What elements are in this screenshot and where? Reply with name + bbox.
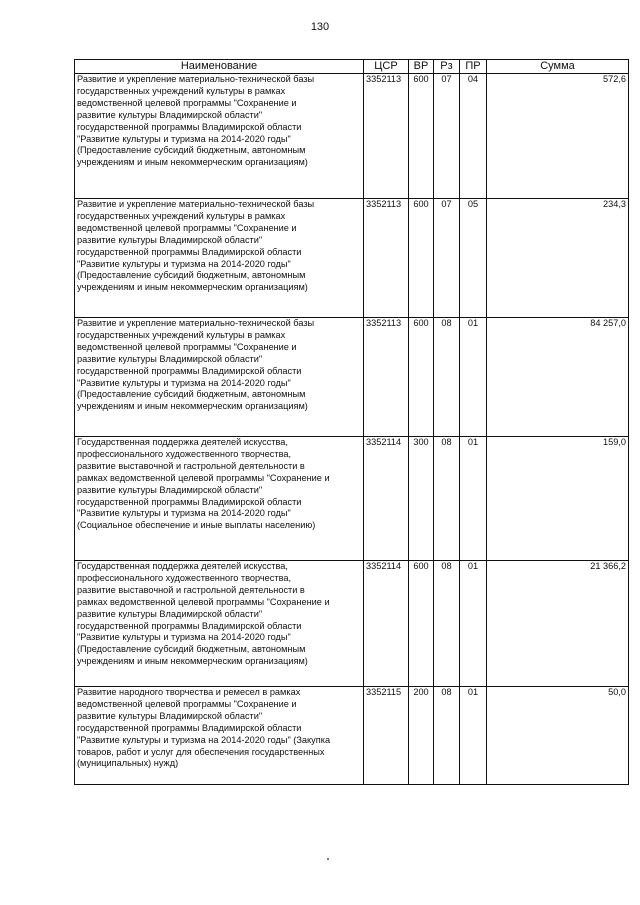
row-pr: 01 bbox=[460, 687, 487, 785]
row-name-text: Развитие народного творчества и ремесел в рамках ведомственной целевой программы "Сохранение и развитие культуры Владимирской области" государственной программы Владимирской области "Развитие культуры и туризма на 2014-2020 годы" (Закупка товаров, работ и услуг для обеспечения государственных (муниципальных) нужд) bbox=[77, 687, 331, 769]
row-rz: 07 bbox=[434, 74, 460, 199]
row-pr: 01 bbox=[460, 318, 487, 437]
row-name bbox=[75, 687, 364, 785]
row-name-text: Развитие и укрепление материально-технической базы государственных учреждений культуры в рамках ведомственной целевой программы "Сохранение и развитие культуры Владимирской области" государственной программы Владимирской области "Развитие культуры и туризма на 2014-2020 годы" (Предоставление субсидий бюджетным, автономным учреждениям и иным некоммерческим организациям) bbox=[77, 199, 315, 293]
row-vr: 600 bbox=[409, 199, 434, 318]
row-name bbox=[75, 318, 364, 437]
row-csr: 3352114 bbox=[364, 437, 409, 561]
row-csr: 3352113 bbox=[364, 199, 409, 318]
row-name bbox=[75, 74, 364, 199]
header-name: Наименование bbox=[75, 60, 364, 74]
row-pr: 04 bbox=[460, 74, 487, 199]
table-header-row bbox=[75, 60, 629, 74]
row-vr: 600 bbox=[409, 318, 434, 437]
row-rz: 08 bbox=[434, 687, 460, 785]
row-sum: 50,0 bbox=[487, 687, 629, 785]
row-csr: 3352115 bbox=[364, 687, 409, 785]
scan-speck bbox=[327, 858, 329, 860]
page-number: 130 bbox=[310, 21, 330, 33]
row-rz: 08 bbox=[434, 437, 460, 561]
row-name-text: Развитие и укрепление материально-технической базы государственных учреждений культуры в рамках ведомственной целевой программы "Сохранение и развитие культуры Владимирской области" государственной программы Владимирской области "Развитие культуры и туризма на 2014-2020 годы" (Предоставление субсидий бюджетным, автономным учреждениям и иным некоммерческим организациям) bbox=[77, 318, 315, 412]
row-name-text: Государственная поддержка деятелей искусства, профессионального художественного творчества, развитие выставочной и гастрольной деятельности в рамках ведомственной целевой программы "Сохранение и развитие культуры Владимирской области" государственной программы Владимирской области "Развитие культуры и туризма на 2014-2020 годы" (Предоставление субсидий бюджетным, автономным учреждениям и иным некоммерческим организациям) bbox=[77, 561, 330, 667]
row-sum: 21 366,2 bbox=[487, 561, 629, 687]
row-csr: 3352113 bbox=[364, 318, 409, 437]
table-row bbox=[75, 74, 629, 199]
row-name bbox=[75, 561, 364, 687]
header-sum: Сумма bbox=[487, 60, 629, 74]
row-pr: 01 bbox=[460, 437, 487, 561]
row-name bbox=[75, 437, 364, 561]
row-rz: 08 bbox=[434, 561, 460, 687]
table-row bbox=[75, 687, 629, 785]
table-row bbox=[75, 561, 629, 687]
row-vr: 600 bbox=[409, 561, 434, 687]
header-pr: ПР bbox=[460, 60, 487, 74]
row-rz: 08 bbox=[434, 318, 460, 437]
header-vr: ВР bbox=[409, 60, 434, 74]
row-vr: 300 bbox=[409, 437, 434, 561]
row-rz: 07 bbox=[434, 199, 460, 318]
row-name bbox=[75, 199, 364, 318]
header-csr: ЦСР bbox=[364, 60, 409, 74]
row-sum: 159,0 bbox=[487, 437, 629, 561]
header-rz: Рз bbox=[434, 60, 460, 74]
row-pr: 05 bbox=[460, 199, 487, 318]
row-sum: 84 257,0 bbox=[487, 318, 629, 437]
row-name-text: Государственная поддержка деятелей искусства, профессионального художественного творчества, развитие выставочной и гастрольной деятельности в рамках ведомственной целевой программы "Сохранение и развитие культуры Владимирской области" государственной программы Владимирской области "Развитие культуры и туризма на 2014-2020 годы" (Социальное обеспечение и иные выплаты населению) bbox=[77, 437, 330, 531]
row-vr: 200 bbox=[409, 687, 434, 785]
budget-table bbox=[74, 59, 629, 785]
row-csr: 3352113 bbox=[364, 74, 409, 199]
row-csr: 3352114 bbox=[364, 561, 409, 687]
row-sum: 234,3 bbox=[487, 199, 629, 318]
row-pr: 01 bbox=[460, 561, 487, 687]
table-row bbox=[75, 199, 629, 318]
table-row bbox=[75, 437, 629, 561]
row-name-text: Развитие и укрепление материально-технической базы государственных учреждений культуры в рамках ведомственной целевой программы "Сохранение и развитие культуры Владимирской области" государственной программы Владимирской области "Развитие культуры и туризма на 2014-2020 годы" (Предоставление субсидий бюджетным, автономным учреждениям и иным некоммерческим организациям) bbox=[77, 74, 315, 168]
row-vr: 600 bbox=[409, 74, 434, 199]
table-row bbox=[75, 318, 629, 437]
row-sum: 572,6 bbox=[487, 74, 629, 199]
